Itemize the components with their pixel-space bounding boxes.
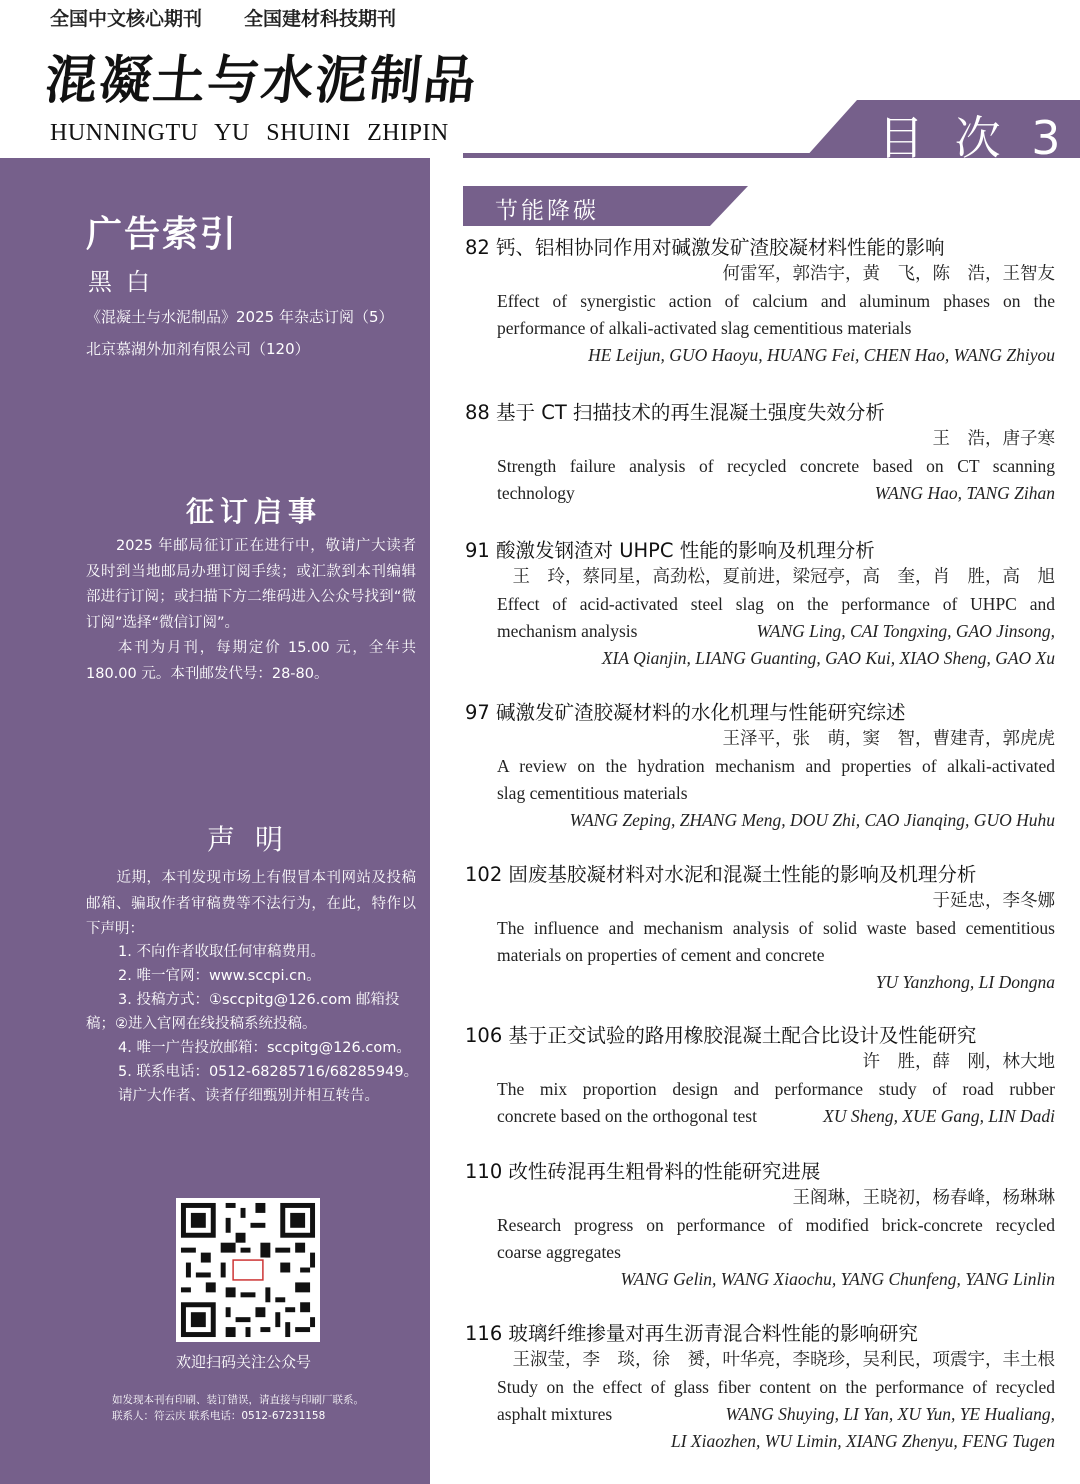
toc-entry[interactable] <box>465 861 1055 996</box>
subscription-notice-title: 征订启事 <box>186 495 323 528</box>
toc-entry-title[interactable]: 82 钙、铝相协同作用对碱激发矿渣胶凝材料性能的影响 <box>465 236 945 259</box>
section-label: 节能降碳 <box>495 198 599 224</box>
toc-entry-english-title: The influence and mechanism analysis of solid waste based cementitious <box>497 918 1055 938</box>
journal-logo: 混凝土与水泥制品 <box>42 50 481 111</box>
toc-entry-authors: 王淑莹，李 琰，徐 赟，叶华亮，李晓珍，吴利民，项震宇，丰土根 <box>512 1350 1055 1370</box>
ad-index-subtitle: 黑白 <box>88 268 164 296</box>
toc-entry-english-title-line: technology WANG Hao, TANG Zihan <box>497 480 1055 507</box>
toc-entry-english-title-line: mechanism analysis WANG Ling, CAI Tongxing, GAO Jinsong, <box>497 618 1055 645</box>
sidebar <box>0 158 430 1484</box>
toc-entry-authors: 何雷军，郭浩宇，黄 飞，陈 浩，王智友 <box>722 264 1055 284</box>
toc-entry-title[interactable]: 88 基于 CT 扫描技术的再生混凝土强度失效分析 <box>465 401 885 424</box>
toc-entry-english-title: Effect of acid-activated steel slag on the performance of UHPC and <box>497 594 1055 614</box>
ad-index-item: 北京慕湖外加剂有限公司（120） <box>86 340 310 358</box>
toc-entry-authors: 王 玲，蔡同星，高劲松，夏前进，梁冠亭，高 奎，肖 胜，高 旭 <box>512 567 1055 587</box>
toc-entry-title[interactable]: 106 基于正交试验的路用橡胶混凝土配合比设计及性能研究 <box>465 1024 977 1047</box>
toc-entry-authors: 王阁琳，王晓初，杨春峰，杨琳琳 <box>792 1188 1055 1208</box>
declaration-item: 2. 唯一官网：www.sccpi.cn。 <box>118 968 321 984</box>
toc-entry-english-authors: YU Yanzhong, LI Dongna <box>875 972 1055 992</box>
toc-entry-english-authors: WANG Zeping, ZHANG Meng, DOU Zhi, CAO Jianqing, GUO Huhu <box>569 810 1055 830</box>
declaration-item-continued: 稿；②进入官网在线投稿系统投稿。 <box>86 1016 317 1032</box>
subscription-price-paragraph: 本刊为月刊，每期定价 15.00 元，全年共 180.00 元。本刊邮发代号：28-80。 <box>86 640 416 682</box>
toc-entry-english-title: coarse aggregates <box>497 1242 621 1262</box>
footer-contact: 联系人：符云庆 联系电话：0512-67231158 <box>112 1410 326 1422</box>
tech-journal-tag: 全国建材科技期刊 <box>244 8 397 30</box>
toc-title: 目 次 3 <box>878 111 1069 165</box>
toc-entry-english-authors: WANG Ling, CAI Tongxing, GAO Jinsong, <box>756 621 1055 641</box>
core-journal-tag: 全国中文核心期刊 <box>50 8 203 30</box>
declaration-item: 请广大作者、读者仔细甄别并相互转告。 <box>118 1088 379 1104</box>
declaration-item: 3. 投稿方式：①sccpitg@126.com 邮箱投 <box>118 992 400 1008</box>
ad-index-item: 《混凝土与水泥制品》2025 年杂志订阅（5） <box>86 308 394 326</box>
ad-index-title: 广告索引 <box>86 214 239 255</box>
toc-entry-english-authors: WANG Hao, TANG Zihan <box>874 483 1055 503</box>
declaration-title: 声明 <box>207 823 304 856</box>
toc-entry-english-authors: XU Sheng, XUE Gang, LIN Dadi <box>823 1106 1055 1126</box>
toc-entry[interactable] <box>465 1022 1055 1130</box>
declaration-item: 5. 联系电话：0512-68285716/68285949。 <box>118 1064 419 1080</box>
toc-entry[interactable] <box>465 399 1055 507</box>
toc-entry-authors: 王 浩，唐子寒 <box>932 429 1055 449</box>
declaration-item: 4. 唯一广告投放邮箱：sccpitg@126.com。 <box>118 1040 411 1056</box>
toc-entry-english-authors: LI Xiaozhen, WU Limin, XIANG Zhenyu, FENG Tugen <box>670 1431 1055 1451</box>
toc-entry-english-title: materials on properties of cement and concrete <box>497 945 825 965</box>
toc-entry-english-title: performance of alkali-activated slag cementitious materials <box>497 318 912 338</box>
toc-entry-english-authors: WANG Gelin, WANG Xiaochu, YANG Chunfeng, YANG Linlin <box>620 1269 1055 1289</box>
toc-entry-authors: 于延忠，李冬娜 <box>932 891 1055 911</box>
toc-entry[interactable] <box>465 537 1055 672</box>
toc-entry-authors: 王泽平，张 萌，窦 智，曹建青，郭虎虎 <box>722 729 1055 749</box>
toc-entry-english-title-line: concrete based on the orthogonal test XU Sheng, XUE Gang, LIN Dadi <box>497 1103 1055 1130</box>
toc-entry-title[interactable]: 116 玻璃纤维掺量对再生沥青混合料性能的影响研究 <box>465 1322 918 1345</box>
wechat-qr-code[interactable] <box>176 1198 320 1342</box>
toc-entry-title[interactable]: 97 碱激发矿渣胶凝材料的水化机理与性能研究综述 <box>465 701 906 724</box>
toc-entry[interactable] <box>465 234 1055 369</box>
toc-entry-title[interactable]: 91 酸激发钢渣对 UHPC 性能的影响及机理分析 <box>465 539 875 562</box>
toc-entry-english-title: slag cementitious materials <box>497 783 688 803</box>
declaration-item: 1. 不向作者收取任何审稿费用。 <box>118 944 325 960</box>
subscription-notice-paragraph: 2025 年邮局征订正在进行中，敬请广大读者及时到当地邮局办理订阅手续；或汇款到本刊编辑部进行订阅；或扫描下方二维码进入公众号找到“微订阅”选择“微信订阅”。 <box>86 538 416 631</box>
toc-entry-english-title: A review on the hydration mechanism and properties of alkali-activated <box>497 756 1055 776</box>
qr-caption: 欢迎扫码关注公众号 <box>176 1353 312 1371</box>
toc-entry-title[interactable]: 102 固废基胶凝材料对水泥和混凝土性能的影响及机理分析 <box>465 863 977 886</box>
toc-entry-english-title-line: asphalt mixtures WANG Shuying, LI Yan, XU Yun, YE Hualiang, <box>497 1401 1055 1428</box>
footer-notice: 如发现本刊有印刷、装订错误，请直接与印刷厂联系。 <box>112 1394 364 1406</box>
toc-entry-english-title: Effect of synergistic action of calcium and aluminum phases on the <box>497 291 1055 311</box>
journal-pinyin-title: HUNNINGTU YU SHUINI ZHIPIN <box>50 120 449 146</box>
toc-entry-english-title: Strength failure analysis of recycled concrete based on CT scanning <box>497 456 1055 476</box>
toc-entry-english-title: Study on the effect of glass fiber content on the performance of recycled <box>497 1377 1055 1397</box>
toc-entry-english-authors: WANG Shuying, LI Yan, XU Yun, YE Hualiang, <box>725 1404 1055 1424</box>
toc-entry[interactable] <box>465 1320 1055 1455</box>
toc-entry-title[interactable]: 110 改性砖混再生粗骨料的性能研究进展 <box>465 1160 821 1183</box>
toc-entry-authors: 许 胜，薛 刚，林大地 <box>862 1052 1055 1072</box>
toc-entry[interactable] <box>465 699 1055 834</box>
toc-entry-english-title: The mix proportion design and performance study of road rubber <box>497 1079 1055 1099</box>
toc-entry[interactable] <box>465 1158 1055 1293</box>
toc-entry-english-authors: XIA Qianjin, LIANG Guanting, GAO Kui, XIAO Sheng, GAO Xu <box>601 648 1055 668</box>
toc-entry-english-authors: HE Leijun, GUO Haoyu, HUANG Fei, CHEN Hao, WANG Zhiyou <box>588 345 1055 365</box>
journal-tags <box>50 4 396 31</box>
declaration-paragraph: 近期，本刊发现市场上有假冒本刊网站及投稿邮箱、骗取作者审稿费等不法行为，在此，特作以下声明： <box>86 870 416 937</box>
toc-entry-english-title: Research progress on performance of modified brick-concrete recycled <box>497 1215 1055 1235</box>
